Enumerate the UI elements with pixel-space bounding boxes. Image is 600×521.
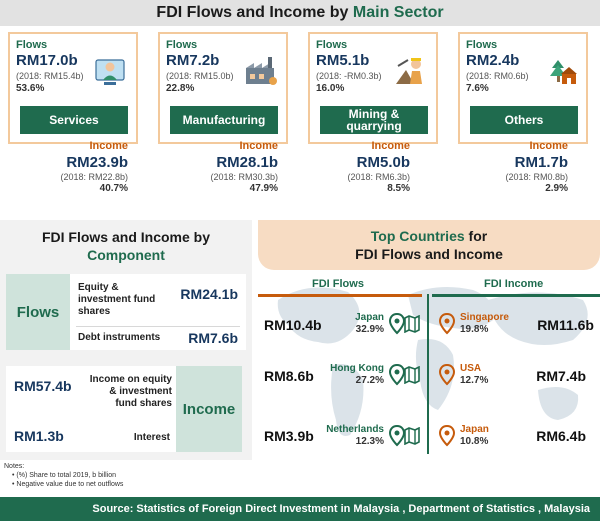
flows-share: 53.6%: [16, 83, 45, 94]
income-item-equity-value: RM57.4b: [14, 378, 72, 394]
income-country-share: 10.8%: [460, 436, 489, 447]
income-country-label: [460, 424, 520, 448]
income-share: 2.9%: [545, 183, 568, 194]
income-country-label: [460, 312, 530, 336]
flows-country-name: Japan: [355, 312, 384, 323]
income-label: Income: [371, 140, 410, 152]
income-value: RM1.7b: [514, 154, 568, 171]
flows-item-debt-value: RM7.6b: [188, 330, 238, 346]
folded-map-icon: [404, 366, 420, 384]
sector-button-mining[interactable]: Mining & quarrying: [320, 106, 428, 134]
flows-share: 16.0%: [316, 83, 345, 94]
mining-icon: [392, 54, 428, 88]
flows-label: Flows: [166, 39, 198, 51]
income-share: 8.5%: [387, 183, 410, 194]
flows-country-label: [318, 363, 384, 387]
income-prev: (2018: RM6.3b): [347, 172, 410, 182]
main-title-text: FDI Flows and Income by: [156, 4, 353, 21]
flows-country-name: Netherlands: [326, 424, 384, 435]
income-label: Income: [529, 140, 568, 152]
income-block-services: [8, 140, 128, 194]
income-block-manufacturing: [158, 140, 278, 194]
income-country-label: [460, 363, 520, 387]
component-flows-label: Flows: [6, 274, 70, 350]
income-item-interest-value: RM1.3b: [14, 428, 64, 444]
flows-country-share: 32.9%: [355, 324, 384, 335]
countries-title-highlight: Top Countries: [370, 228, 465, 244]
component-section: [0, 220, 252, 460]
income-country-share: 19.8%: [460, 324, 489, 335]
income-item-equity-label: Income on equity & investment fund shares: [89, 374, 172, 409]
component-title-line1: FDI Flows and Income by: [41, 229, 211, 245]
flows-prev: (2018: RM15.0b): [166, 71, 234, 81]
income-block-mining: [290, 140, 410, 194]
flows-country-value: RM8.6b: [264, 368, 314, 384]
flows-label: Flows: [466, 39, 498, 51]
sector-button-others[interactable]: Others: [470, 106, 578, 134]
source-footer: Source: Statistics of Foreign Direct Investment in Malaysia , Department of Statistics , Malaysia: [0, 497, 600, 521]
flows-country-label: [334, 312, 384, 336]
notes: [4, 462, 123, 489]
income-block-others: [448, 140, 568, 194]
notes-title: Notes:: [4, 463, 25, 470]
flows-country-label: [314, 424, 384, 448]
flows-value: RM17.0b: [16, 52, 78, 69]
flows-country-name: Hong Kong: [330, 363, 384, 374]
flows-item-equity-label: Equity & investment fund shares: [78, 282, 156, 317]
factory-icon: [242, 54, 278, 88]
countries-title: [258, 227, 600, 263]
note-item: • (%) Share to total 2019, b billion: [12, 472, 117, 479]
flows-components-panel: [70, 274, 246, 350]
flows-share: 7.6%: [466, 83, 489, 94]
map-pin-icon: [438, 313, 456, 335]
flows-prev: (2018: RM15.4b): [16, 71, 84, 81]
income-prev: (2018: RM22.8b): [60, 172, 128, 182]
note-item: • Negative value due to net outflows: [12, 481, 124, 488]
flows-value: RM5.1b: [316, 52, 370, 69]
flows-country-share: 27.2%: [355, 375, 384, 386]
income-country-name: USA: [460, 363, 482, 374]
income-country-value: RM7.4b: [536, 368, 586, 384]
flows-column-line: [258, 294, 422, 297]
income-country-value: RM11.6b: [537, 317, 594, 333]
flows-value: RM2.4b: [466, 52, 520, 69]
income-share: 47.9%: [249, 183, 278, 194]
income-value: RM5.0b: [356, 154, 410, 171]
income-value: RM28.1b: [216, 154, 278, 171]
income-components-panel: [6, 366, 176, 452]
flows-country-value: RM3.9b: [264, 428, 314, 444]
income-value: RM23.9b: [66, 154, 128, 171]
flows-share: 22.8%: [166, 83, 195, 94]
flows-prev: (2018: -RM0.3b): [316, 71, 382, 81]
farm-icon: [542, 54, 578, 88]
flows-item-debt-label: Debt instruments: [78, 332, 161, 343]
component-title-line2: Component: [87, 247, 165, 263]
income-column-head: FDI Income: [484, 278, 544, 290]
countries-section: [258, 220, 600, 460]
component-title: [0, 228, 252, 264]
income-prev: (2018: RM30.3b): [210, 172, 278, 182]
flows-item-equity-value: RM24.1b: [180, 286, 238, 302]
income-label: Income: [239, 140, 278, 152]
income-country-share: 12.7%: [460, 375, 489, 386]
income-column-line: [432, 294, 600, 297]
income-country-value: RM6.4b: [536, 428, 586, 444]
flows-country-value: RM10.4b: [264, 317, 322, 333]
folded-map-icon: [404, 427, 420, 445]
column-divider: [427, 294, 429, 454]
services-worker-icon: [92, 54, 128, 88]
income-country-name: Japan: [460, 424, 489, 435]
countries-title-line2: FDI Flows and Income: [355, 246, 503, 262]
sector-section: [0, 26, 600, 216]
flows-label: Flows: [316, 39, 348, 51]
main-title-highlight: Main Sector: [352, 4, 444, 21]
countries-title-rest: for: [464, 228, 488, 244]
flows-label: Flows: [16, 39, 48, 51]
income-share: 40.7%: [99, 183, 128, 194]
main-title: [0, 0, 600, 26]
map-pin-icon: [438, 425, 456, 447]
income-label: Income: [89, 140, 128, 152]
income-prev: (2018: RM0.8b): [505, 172, 568, 182]
income-country-name: Singapore: [460, 312, 509, 323]
divider: [76, 326, 240, 327]
income-item-interest-label: Interest: [133, 432, 170, 443]
flows-value: RM7.2b: [166, 52, 220, 69]
map-pin-icon: [438, 364, 456, 386]
sector-button-manufacturing[interactable]: Manufacturing: [170, 106, 278, 134]
sector-button-services[interactable]: Services: [20, 106, 128, 134]
flows-prev: (2018: RM0.6b): [466, 71, 529, 81]
folded-map-icon: [404, 315, 420, 333]
flows-column-head: FDI Flows: [312, 278, 364, 290]
component-income-label: Income: [176, 366, 242, 452]
flows-country-share: 12.3%: [355, 436, 384, 447]
